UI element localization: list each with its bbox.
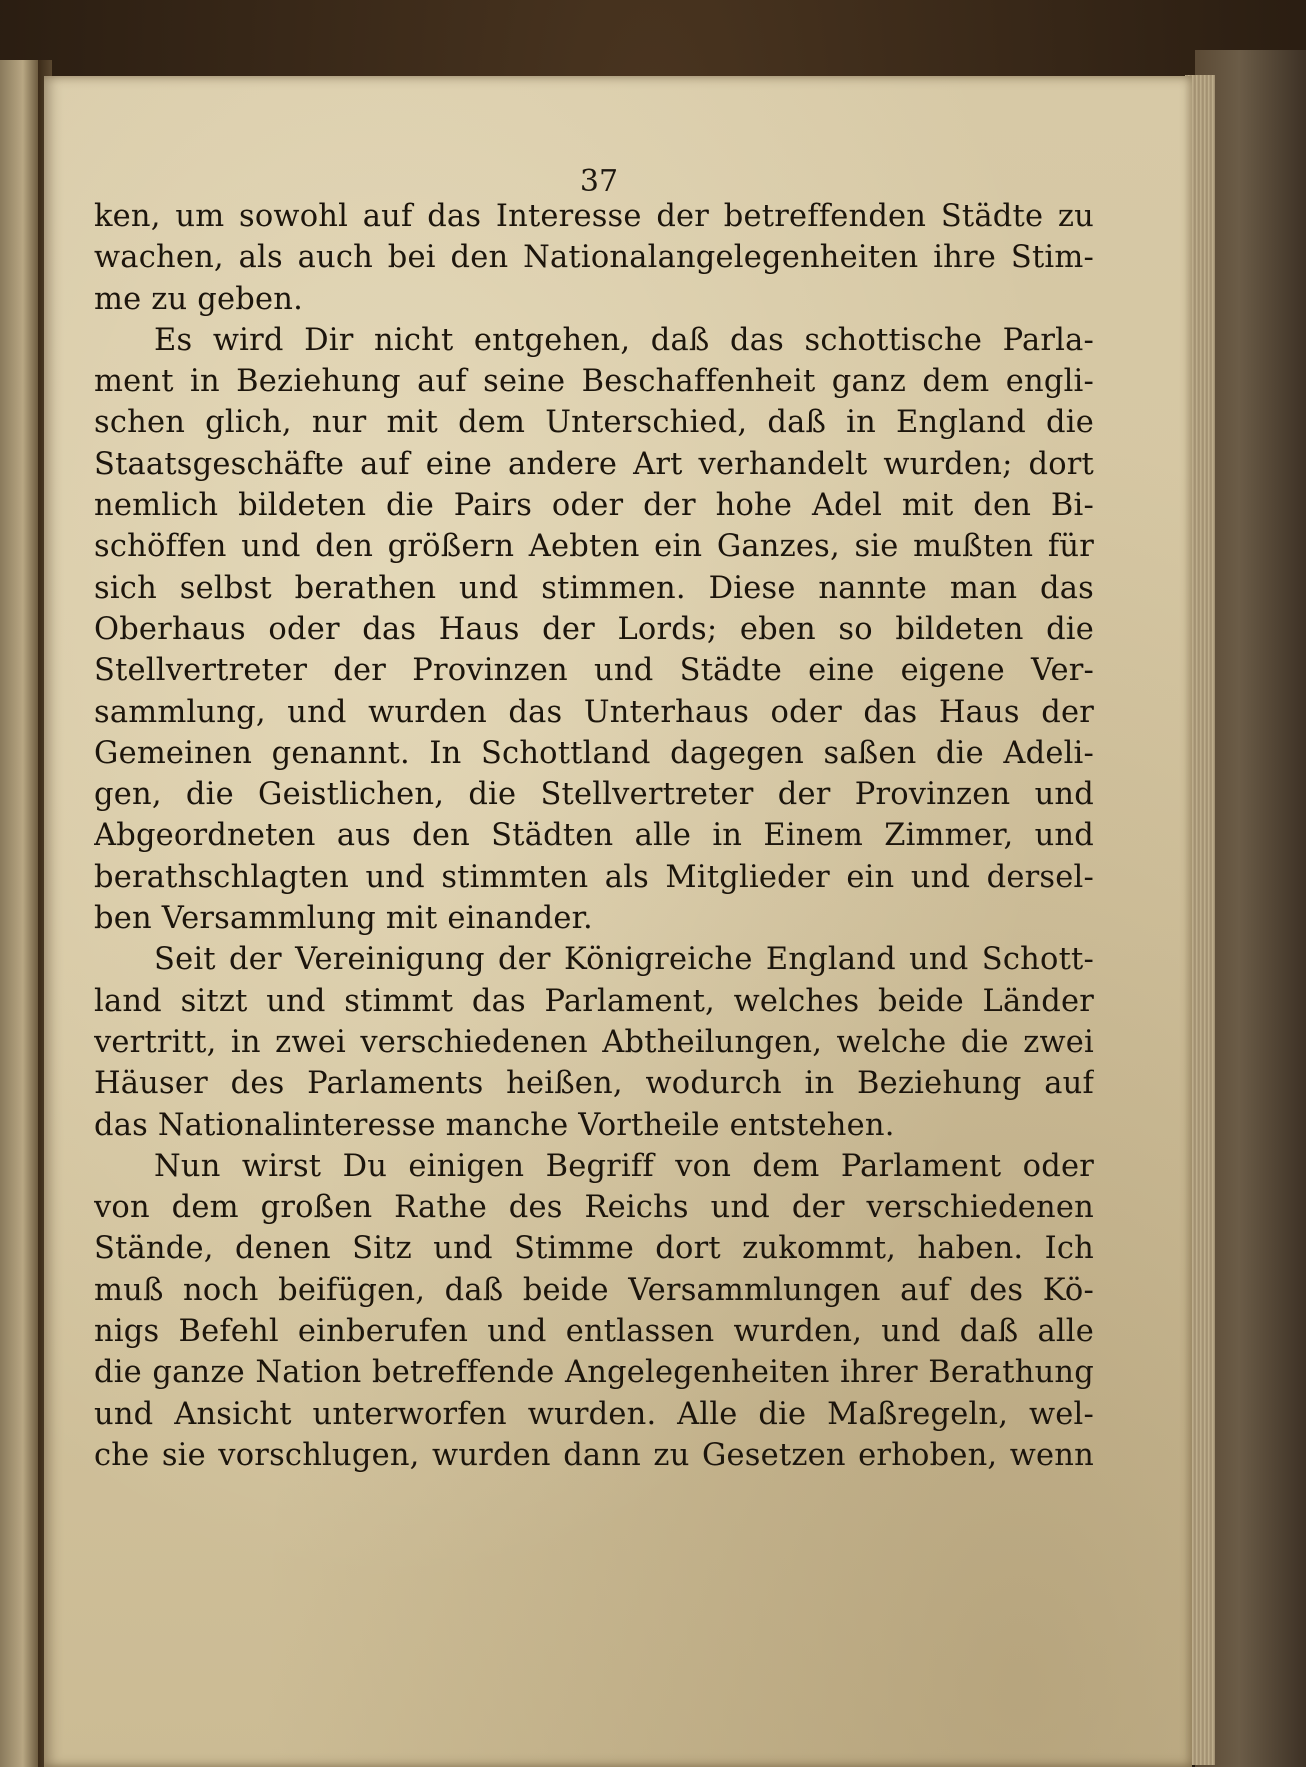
text-line: Es wird Dir nicht entgehen, daß das schottische Parla- bbox=[154, 322, 1094, 358]
text-line: Oberhaus oder das Haus der Lords; eben so bildeten die bbox=[94, 611, 1094, 647]
text-line: sammlung, und wurden das Unterhaus oder das Haus der bbox=[94, 694, 1094, 730]
text-line: von dem großen Rathe des Reichs und der verschiedenen bbox=[94, 1190, 1094, 1226]
text-line: nemlich bildeten die Pairs oder der hohe Adel mit den Bi- bbox=[94, 488, 1094, 524]
text-line: ken, um sowohl auf das Interesse der betreffenden Städte zu bbox=[94, 199, 1094, 234]
text-line: me zu geben. bbox=[94, 281, 303, 317]
text-line: Gemeinen genannt. In Schottland dagegen saßen die Adeli- bbox=[94, 735, 1094, 771]
text-line: schen glich, nur mit dem Unterschied, daß in England die bbox=[94, 405, 1094, 441]
text-line: die ganze Nation betreffende Angelegenheiten ihrer Berathung bbox=[94, 1355, 1094, 1391]
page-number: 37 bbox=[579, 164, 619, 199]
text-line: Stände, denen Sitz und Stimme dort zukommt, haben. Ich bbox=[94, 1231, 1094, 1267]
text-line: und Ansicht unterworfen wurden. Alle die Maßregeln, wel- bbox=[94, 1396, 1094, 1432]
left-page-edge bbox=[0, 60, 38, 1767]
text-line: berathschlagten und stimmten als Mitglieder ein und dersel- bbox=[94, 859, 1094, 895]
page-text bbox=[94, 196, 1094, 1476]
text-line: muß noch beifügen, daß beide Versammlungen auf des Kö- bbox=[94, 1272, 1094, 1308]
text-line: das Nationalinteresse manche Vortheile entstehen. bbox=[94, 1107, 895, 1143]
book-page bbox=[44, 76, 1192, 1767]
text-line: gen, die Geistlichen, die Stellvertreter der Provinzen und bbox=[94, 777, 1094, 813]
text-line: Häuser des Parlaments heißen, wodurch in Beziehung auf bbox=[94, 1066, 1094, 1102]
text-line: wachen, als auch bei den Nationalangelegenheiten ihre Stim- bbox=[94, 240, 1094, 276]
text-line: Nun wirst Du einigen Begriff von dem Parlament oder bbox=[154, 1148, 1094, 1184]
text-line: nigs Befehl einberufen und entlassen wurden, und daß alle bbox=[94, 1314, 1094, 1350]
text-line: ment in Beziehung auf seine Beschaffenheit ganz dem engli- bbox=[94, 364, 1094, 400]
text-line: schöffen und den größern Aebten ein Ganzes, sie mußten für bbox=[94, 529, 1094, 565]
text-line: vertritt, in zwei verschiedenen Abtheilungen, welche die zwei bbox=[94, 1024, 1094, 1060]
text-line: Abgeordneten aus den Städten alle in Einem Zimmer, und bbox=[94, 818, 1094, 854]
text-line: sich selbst berathen und stimmen. Diese nannte man das bbox=[94, 570, 1094, 606]
text-line: ben Versammlung mit einander. bbox=[94, 901, 593, 937]
text-line: Staatsgeschäfte auf eine andere Art verhandelt wurden; dort bbox=[94, 446, 1094, 482]
text-line: land sitzt und stimmt das Parlament, welches beide Länder bbox=[94, 983, 1094, 1019]
text-line: Stellvertreter der Provinzen und Städte eine eigene Ver- bbox=[94, 653, 1094, 689]
text-line: Seit der Vereinigung der Königreiche England und Schott- bbox=[154, 942, 1094, 978]
text-line: che sie vorschlugen, wurden dann zu Gesetzen erhoben, wenn bbox=[94, 1437, 1094, 1473]
